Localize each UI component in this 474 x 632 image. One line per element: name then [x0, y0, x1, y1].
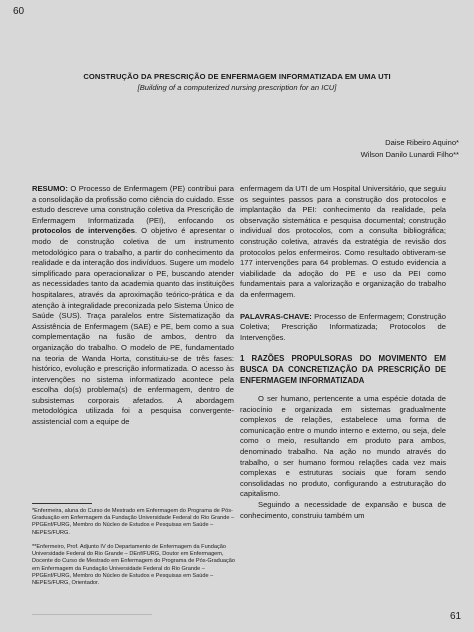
left-column — [32, 184, 234, 428]
abstract-bold: protocolos de intervenções — [32, 226, 135, 236]
footnote-2: **Enfermeiro, Prof. Adjunto IV do Departamento de Enfermagem da Fundação Universidade Federal do Rio Grande – DEnf/FURG, Doutor em Enfermagem, Docente do Curso de Mestrado em Enfermagem do Programa de Pós-Graduação em Enfermagem da Fundação Universidade Federal do Rio Grande – PPGEnf/FURG, Membro do Núcleo de Estudos e Pesquisas em Saúde – NEPES/FURG, Orientador. — [32, 544, 236, 587]
page-number-top: 60 — [13, 6, 25, 17]
section-paragraph-2: Seguindo a necessidade de expansão e busca de conhecimento, construiu também um — [240, 500, 446, 520]
right-column — [240, 184, 446, 521]
abstract-continued: enfermagem da UTI de um Hospital Universitário, que seguiu os seguintes passos para a construção dos protocolos e implantação da PEI: conhecimento da realidade, pela observação sistemática e pesquisa documental; construção individual dos protocolos, com a consulta bibliográfica; construção coletiva, através da estratégia de revisão dos protocolos pelos enfermeiros. Como resultado obtiveram-se 177 intervenções para 64 problemas. O estudo evidencia a viabilidade da adoção do PE e uso da PEI como fundamentais para a valorização e organização do trabalho da enfermagem. — [240, 184, 446, 299]
section-paragraph-1: O ser humano, pertencente a uma espécie dotada de raciocínio e organizada em sistemas gradualmente complexos de relações, estabelece uma forma de comunicação entre o mundo interno e externo, ou seja, dele como o meio, resultando em produto para ambos, denominado trabalho. Na ação no mundo através do trabalho, o ser humano formou relações cada vez mais complexas e estruturas sociais que foram sendo consolidadas no produto, configurando a estruturação do capitalismo. — [240, 394, 446, 499]
abstract-text-2: . O objetivo é apresentar o modo de construção coletiva de um instrumento metodológico para o trabalho, a partir do conhecimento da realidade e da interação dos indivíduos. Sugere um modelo simplificado para operacionalizar o PE, buscando atender as necessidades tanto da academia quanto das instituições hospitalares, através da aproximação teórico-prática e da atenção à integralidade preconizada pelo Sistema Único de Saúde (SUS). Traça paralelos entre Sistematização da Assistência de Enfermagem (SAE) e PE, bem como a sua complementação na fusão de ambos, dentro da organização do trabalho. O modelo de PE, fundamentado na teoria de Wanda Horta, constituiu-se de três fases: histórico, evolução e prescrição informatizada. O acesso às intervenções no sistema informatizado acontece pela escolha do(s) problema(s) de enfermagem, dentro de subsistemas corporais afetados. A abordagem metodológica utilizada foi a pesquisa convergente-assistencial com a equipe de — [32, 226, 234, 427]
footnote-rule — [32, 503, 92, 504]
authors — [361, 137, 459, 161]
article-title: CONSTRUÇÃO DA PRESCRIÇÃO DE ENFERMAGEM INFORMATIZADA EM UMA UTI — [83, 72, 391, 81]
author-1: Daise Ribeiro Aquino* — [385, 138, 459, 147]
footnote-1: *Enfermeira, aluna do Curso de Mestrado em Enfermagem do Programa de Pós-Graduação em Enfermagem da Fundação Universidade Federal do Rio Grande – PPGEnf/FURG, Membro do Núcleo de Estudos e Pesquisas em Saúde – NEPES/FURG. — [32, 508, 235, 536]
keywords-label: PALAVRAS-CHAVE: — [240, 311, 312, 321]
page-number-bottom: 61 — [450, 611, 462, 622]
article-subtitle: [Building of a computerized nursing prescription for an ICU] — [137, 83, 337, 92]
keywords-text: Processo de Enfermagem; Construção Coletiva; Prescrição Informatizada; Protocolos de Intervenções. — [240, 311, 446, 342]
abstract-text-1: O Processo de Enfermagem (PE) contribui para a consolidação da profissão como ciência do cuidado. Esse estudo descreve uma construção coletiva da Prescrição de Enfermagem Informatizada (PEI), enfocando os — [32, 184, 234, 225]
abstract-label: RESUMO: — [32, 184, 68, 193]
running-footer-line — [32, 614, 152, 615]
abstract — [32, 184, 234, 428]
section-heading: 1 RAZÕES PROPULSORAS DO MOVIMENTO EM BUSCA DA CONCRETIZAÇÃO DA PRESCRIÇÃO DE ENFERMAGEM INFORMATIZADA — [240, 354, 446, 385]
author-2: Wilson Danilo Lunardi Filho** — [360, 150, 459, 159]
keywords — [240, 312, 446, 344]
